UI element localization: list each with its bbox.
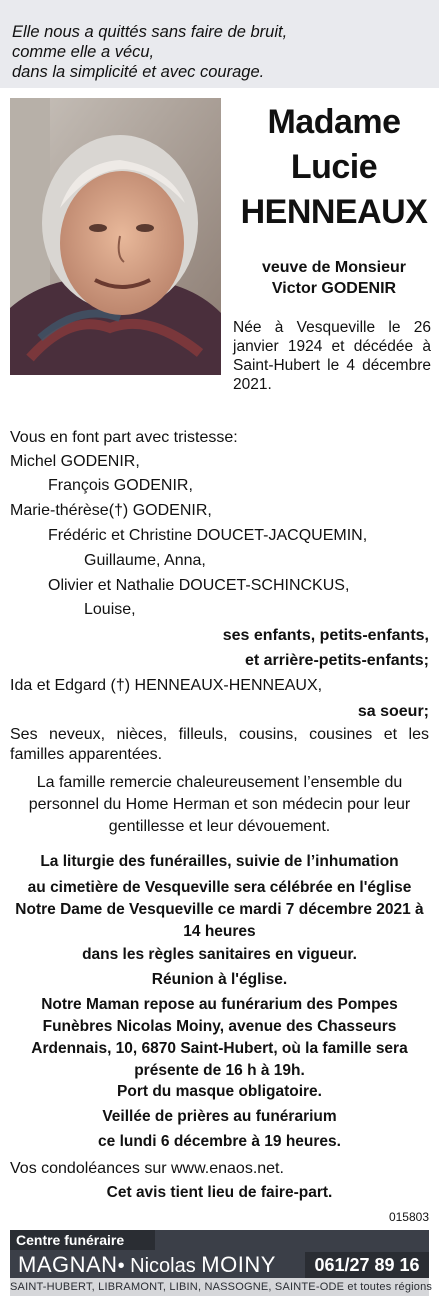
widow-of xyxy=(236,257,432,299)
poem xyxy=(12,22,287,82)
thanks-message: La famille remercie chaleureusement l’ensemble du personnel du Home Herman et son médecin pour leur gentillesse et leur dévouement. xyxy=(28,774,411,835)
deceased-first-name: Lucie xyxy=(290,148,378,186)
brand-name: Nicolas xyxy=(130,1255,196,1277)
deceased-last-name: HENNEAUX xyxy=(240,193,428,231)
ceremony-line: ce lundi 6 décembre à 19 heures. xyxy=(98,1133,341,1150)
ceremony-line: Réunion à l'église. xyxy=(151,971,288,988)
ceremony-line: Notre Maman repose au funérarium des Pompes Funèbres Nicolas Moiny, avenue des Chasseurs Ardennais, 10, 6870 Saint-Hubert, où la famille sera présente de 16 h à 19h. xyxy=(31,996,408,1079)
birth-death-info: Née à Vesqueville le 26 janvier 1924 et décédée à Saint-Hubert le 4 décembre 2021. xyxy=(233,319,431,393)
poem-line: dans la simplicité et avec courage. xyxy=(12,63,265,81)
family-member: Louise, xyxy=(84,601,136,618)
family-intro: Vous en font part avec tristesse: xyxy=(10,429,238,446)
portrait-illustration xyxy=(10,98,221,375)
funeral-home-banner xyxy=(10,1230,433,1296)
poem-header xyxy=(0,0,439,88)
poem-line: comme elle a vécu, xyxy=(12,43,155,61)
sister-name: Ida et Edgard (†) HENNEAUX-HENNEAUX, xyxy=(10,677,323,694)
family-member: Olivier et Nathalie DOUCET-SCHINCKUS, xyxy=(48,577,350,594)
spouse-name: Victor GODENIR xyxy=(271,280,397,297)
banner-tag: Centre funéraire xyxy=(10,1230,155,1250)
relatives: Ses neveux, nièces, filleuls, cousins, cousines et les familles apparentées. xyxy=(10,726,429,763)
portrait-photo xyxy=(10,98,221,375)
condolences-link-text: Vos condoléances sur www.enaos.net. xyxy=(10,1160,284,1177)
ceremony-line: dans les règles sanitaires en vigueur. xyxy=(82,946,357,963)
notice: Cet avis tient lieu de faire-part. xyxy=(106,1184,333,1201)
ceremony-line: Port du masque obligatoire. xyxy=(117,1083,322,1100)
family-member: Guillaume, Anna, xyxy=(84,552,206,569)
bullet: • xyxy=(117,1255,125,1277)
funeral-home-brand xyxy=(18,1250,276,1281)
family-role: et arrière-petits-enfants; xyxy=(244,652,429,669)
family-member: Michel GODENIR, xyxy=(10,453,140,470)
poem-line: Elle nous a quittés sans faire de bruit, xyxy=(12,23,288,41)
ceremony-line: La liturgie des funérailles, suivie de l’inhumation xyxy=(40,853,399,870)
phone-number: 061/27 89 16 xyxy=(305,1252,429,1278)
family-role: ses enfants, petits-enfants, xyxy=(222,627,429,644)
sister-role: sa soeur; xyxy=(357,703,429,720)
deceased-name xyxy=(236,100,432,235)
family-member: Frédéric et Christine DOUCET-JACQUEMIN, xyxy=(48,527,368,544)
service-towns: SAINT-HUBERT, LIBRAMONT, LIBIN, NASSOGNE, SAINTE-ODE et toutes régions xyxy=(10,1278,429,1296)
brand-name: MOINY xyxy=(201,1252,276,1277)
ceremony-line: Veillée de prières au funérarium xyxy=(102,1108,337,1125)
widow-line: veuve de Monsieur xyxy=(261,259,407,276)
family-member: François GODENIR, xyxy=(48,477,193,494)
family-member: Marie-thérèse(†) GODENIR, xyxy=(10,502,212,519)
brand-name: MAGNAN xyxy=(18,1252,118,1277)
deceased-title: Madame xyxy=(267,103,401,141)
ceremony-line: au cimetière de Vesqueville sera célébrée en l'église Notre Dame de Vesqueville ce mardi 7 décembre 2021 à 14 heures xyxy=(15,879,424,940)
reference-code: 015803 xyxy=(388,1210,429,1224)
